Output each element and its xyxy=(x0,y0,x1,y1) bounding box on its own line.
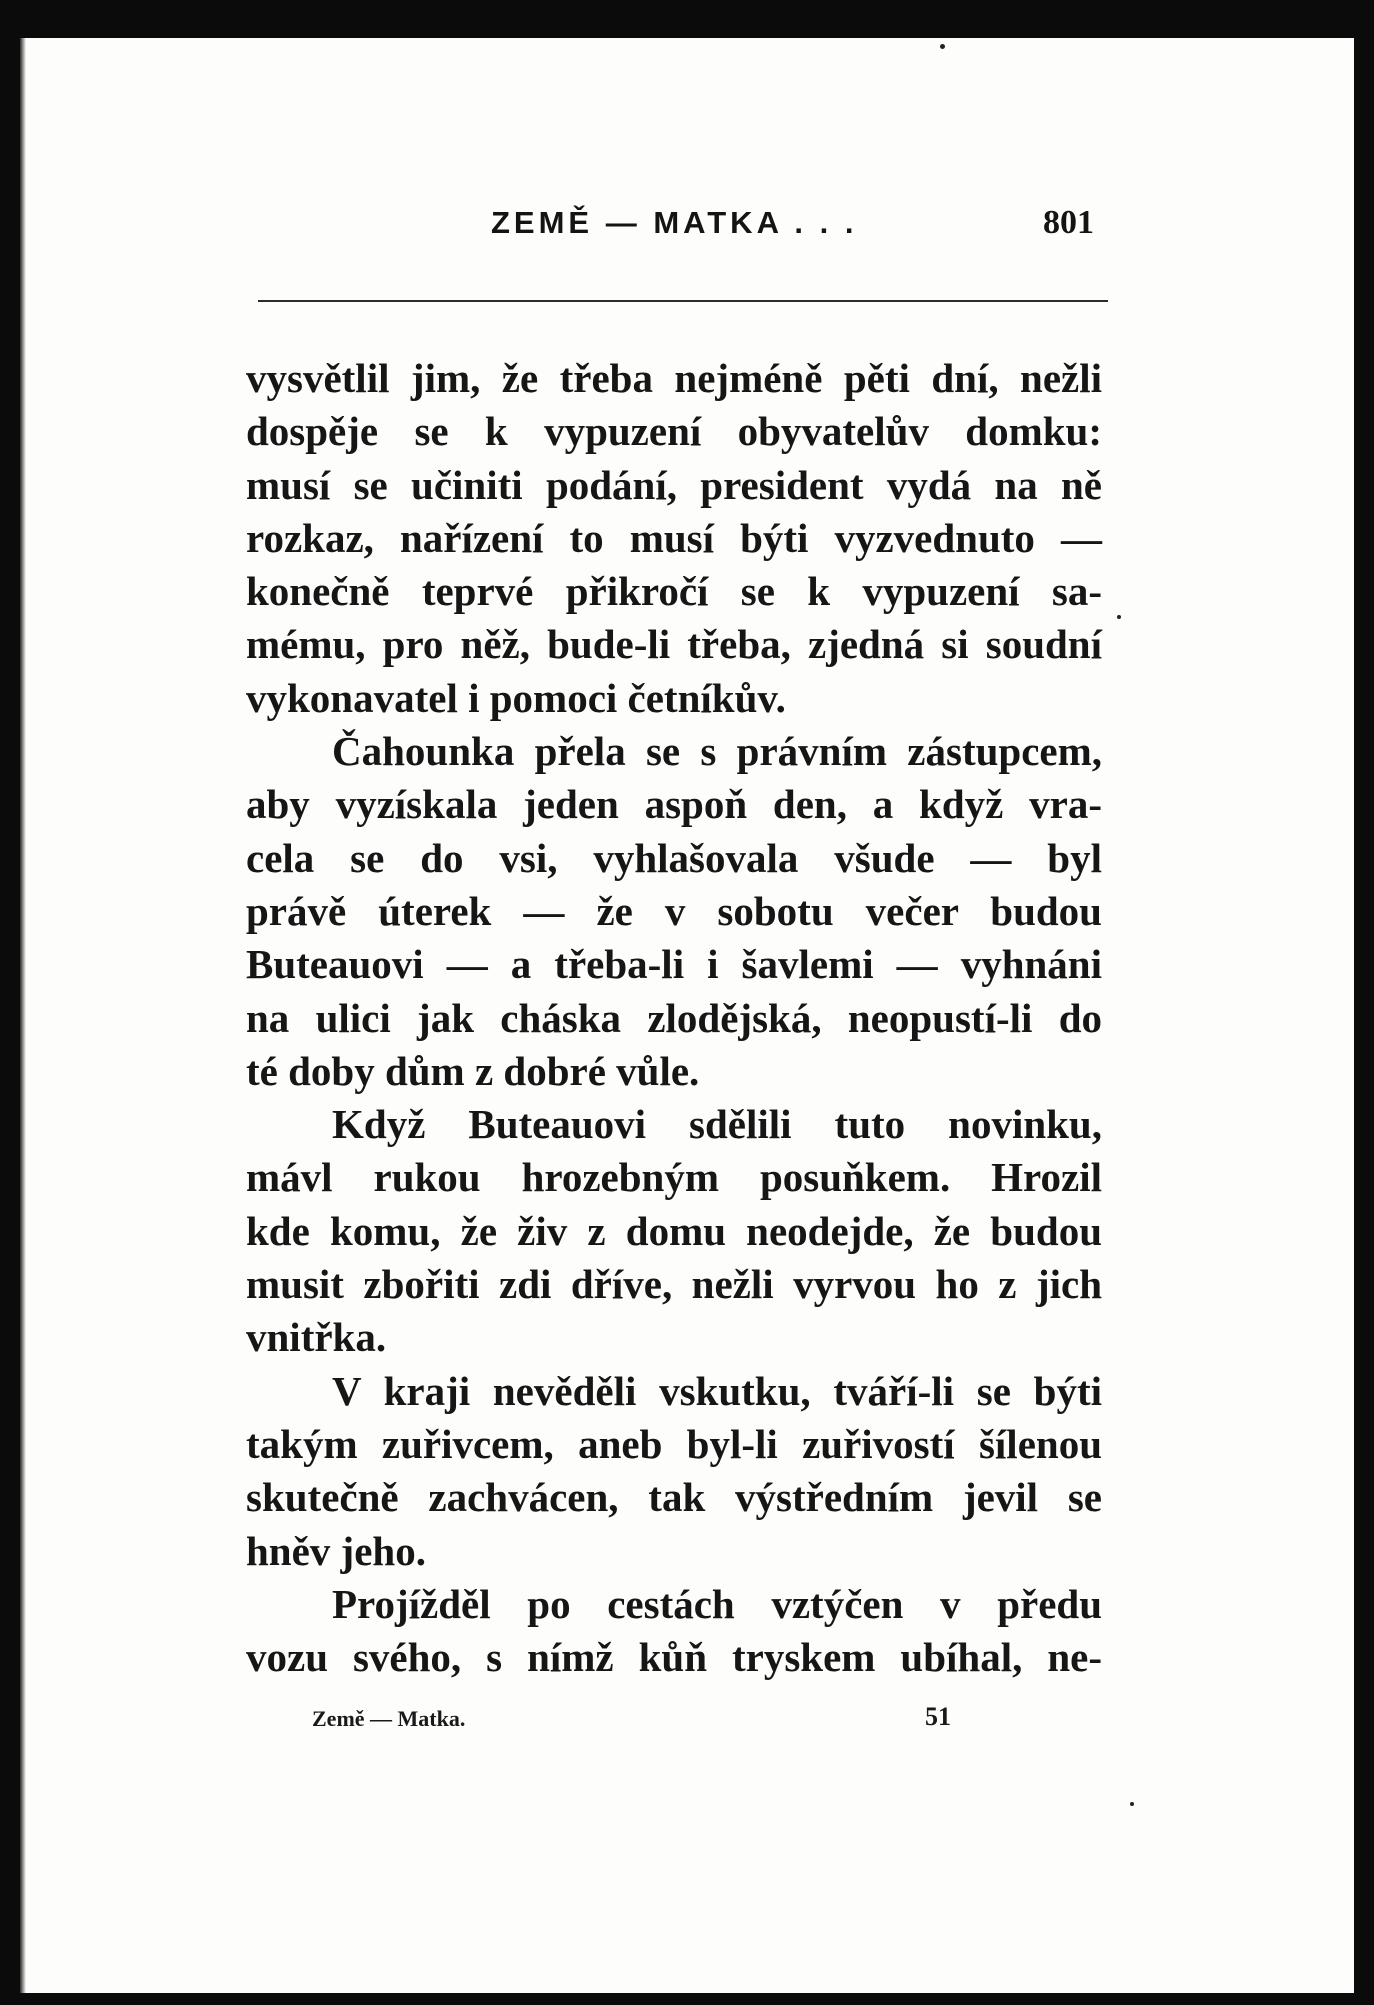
running-title: ZEMĚ — MATKA . . . xyxy=(491,205,858,240)
page-header xyxy=(238,205,1100,265)
body-text xyxy=(246,352,1102,1684)
text-line: rozkaz, nařízení to musí býti vyzvednuto — xyxy=(246,514,1102,561)
text-line: konečně teprvé přikročí se k vypuzení sa- xyxy=(246,568,1102,615)
text-line: Čahounka přela se s právním zástupcem, xyxy=(332,728,1102,775)
text-line: takým zuřivcem, aneb byl-li zuřivostí šílenou xyxy=(246,1420,1102,1467)
text-line: vysvětlil jim, že třeba nejméně pěti dní, nežli xyxy=(246,355,1102,401)
text-line: mávl rukou hrozebným posuňkem. Hrozil xyxy=(246,1154,1102,1201)
page-footer xyxy=(312,1700,1012,1740)
scan-speck xyxy=(1117,615,1121,619)
header-rule xyxy=(258,300,1108,302)
text-line: musit zbořiti zdi dříve, nežli vyrvou ho z jich xyxy=(246,1261,1102,1308)
text-line: vykonavatel i pomoci četníkův. xyxy=(246,674,786,721)
text-line: skutečně zachvácen, tak výstředním jevil se xyxy=(246,1474,1102,1521)
scan-speck xyxy=(940,44,945,49)
scan-speck xyxy=(1130,1802,1134,1806)
text-line: Když Buteauovi sdělili tuto novinku, xyxy=(332,1101,1102,1148)
page-number: 801 xyxy=(1043,204,1094,241)
text-line: V kraji nevěděli vskutku, tváří-li se býti xyxy=(332,1367,1102,1414)
text-line: kde komu, že živ z domu neodejde, že budou xyxy=(246,1207,1102,1254)
text-line: cela se do vsi, vyhlašovala všude — byl xyxy=(246,834,1102,881)
text-line: musí se učiniti podání, president vydá na ně xyxy=(246,461,1102,508)
text-line: vnitřka. xyxy=(246,1314,387,1361)
text-line: vozu svého, s nímž kůň tryskem ubíhal, ne- xyxy=(246,1634,1102,1681)
text-line: mému, pro něž, bude-li třeba, zjedná si soudní xyxy=(246,621,1102,668)
page-gutter-shadow xyxy=(20,38,26,1993)
text-line: aby vyzískala jeden aspoň den, a když vra- xyxy=(246,781,1102,828)
text-line: Projížděl po cestách vztýčen v předu xyxy=(332,1580,1102,1627)
text-line: té doby dům z dobré vůle. xyxy=(246,1047,700,1094)
printer-signature: Země — Matka. xyxy=(312,1706,466,1731)
text-line: právě úterek — že v sobotu večer budou xyxy=(246,887,1102,934)
sheet-number: 51 xyxy=(925,1702,951,1731)
text-line: hněv jeho. xyxy=(246,1527,426,1574)
text-line: dospěje se k vypuzení obyvatelův domku: xyxy=(246,408,1102,455)
text-line: Buteauovi — a třeba-li i šavlemi — vyhnáni xyxy=(246,941,1102,988)
text-line: na ulici jak cháska zlodějská, neopustí-li do xyxy=(246,994,1102,1041)
